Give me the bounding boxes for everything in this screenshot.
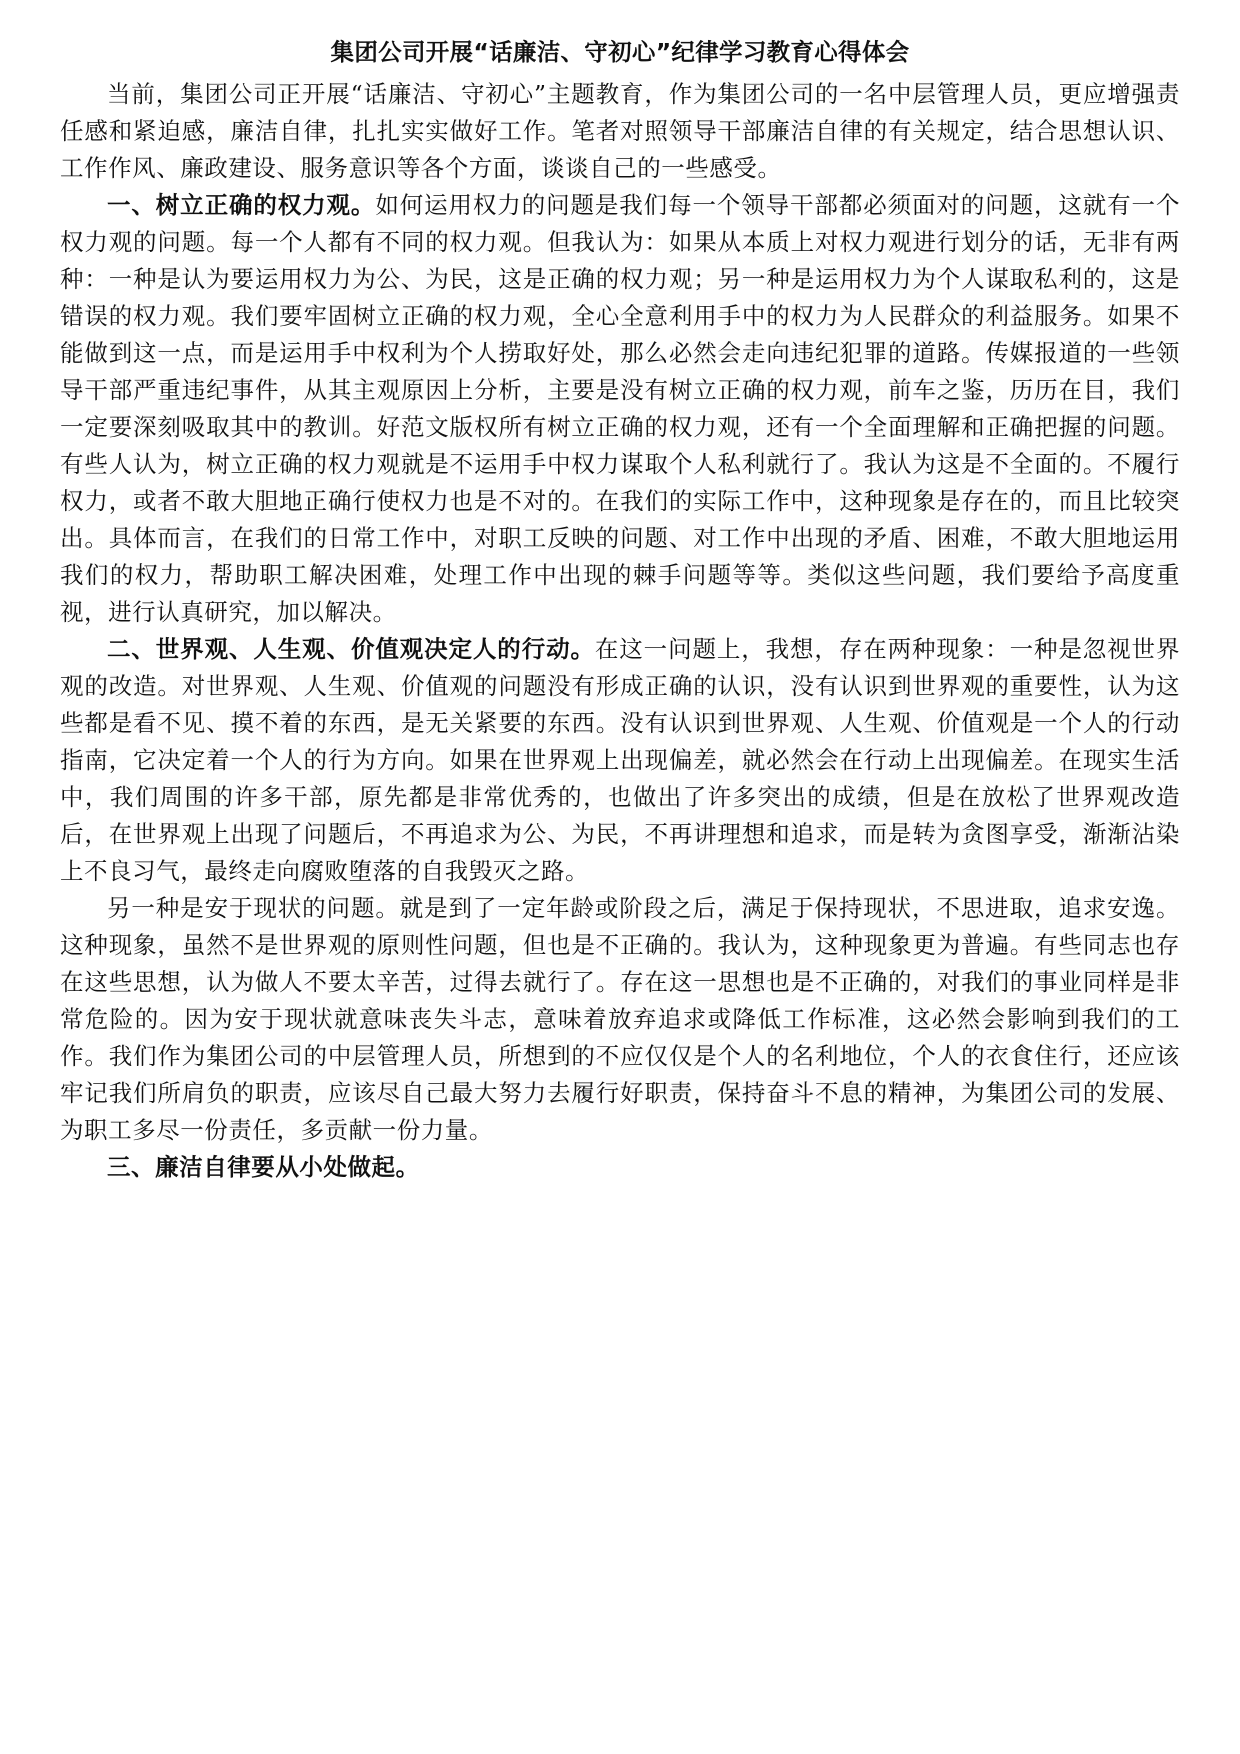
section-3-heading: 三、廉洁自律要从小处做起。: [107, 1153, 420, 1181]
section-3-paragraph: [60, 1149, 1180, 1186]
section-1-heading: 一、树立正确的权力观。: [107, 191, 376, 219]
section-1-paragraph: [60, 187, 1180, 631]
section-2-continuation-paragraph: [60, 890, 1180, 1149]
section-2-body: 在这一问题上，我想，存在两种现象：一种是忽视世界观的改造。对世界观、人生观、价值观的问题没有形成正确的认识，没有认识到世界观的重要性，认为这些都是看不见、摸不着的东西，是无关紧要的东西。没有认识到世界观、人生观、价值观是一个人的行动指南，它决定着一个人的行为方向。如果在世界观上出现偏差，就必然会在行动上出现偏差。在现实生活中，我们周围的许多干部，原先都是非常优秀的，也做出了许多突出的成绩，但是在放松了世界观改造后，在世界观上出现了问题后，不再追求为公、为民，不再讲理想和追求，而是转为贪图享受，渐渐沾染上不良习气，最终走向腐败堕落的自我毁灭之路。: [60, 635, 1181, 885]
document-title: 集团公司开展“话廉洁、守初心”纪律学习教育心得体会: [330, 38, 910, 66]
document-page: [60, 30, 1180, 1186]
section-2-heading: 二、世界观、人生观、价值观决定人的行动。: [107, 635, 595, 663]
section-2-continuation-text: 另一种是安于现状的问题。就是到了一定年龄或阶段之后，满足于保持现状，不思进取，追求安逸。这种现象，虽然不是世界观的原则性问题，但也是不正确的。我认为，这种现象更为普遍。有些同志也存在这些思想，认为做人不要太辛苦，过得去就行了。存在这一思想也是不正确的，对我们的事业同样是非常危险的。因为安于现状就意味丧失斗志，意味着放弃追求或降低工作标准，这必然会影响到我们的工作。我们作为集团公司的中层管理人员，所想到的不应仅仅是个人的名利地位，个人的衣食住行，还应该牢记我们所肩负的职责，应该尽自己最大努力去履行好职责，保持奋斗不息的精神，为集团公司的发展、为职工多尽一份责任，多贡献一份力量。: [60, 894, 1180, 1144]
intro-text: 当前，集团公司正开展“话廉洁、守初心”主题教育，作为集团公司的一名中层管理人员，更应增强责任感和紧迫感，廉洁自律，扎扎实实做好工作。笔者对照领导干部廉洁自律的有关规定，结合思想认识、工作作风、廉政建设、服务意识等各个方面，谈谈自己的一些感受。: [60, 80, 1180, 182]
section-1-body: 如何运用权力的问题是我们每一个领导干部都必须面对的问题，这就有一个权力观的问题。每一个人都有不同的权力观。但我认为：如果从本质上对权力观进行划分的话，无非有两种：一种是认为要运用权力为公、为民，这是正确的权力观；另一种是运用权力为个人谋取私利的，这是错误的权力观。我们要牢固树立正确的权力观，全心全意利用手中的权力为人民群众的利益服务。如果不能做到这一点，而是运用手中权利为个人捞取好处，那么必然会走向违纪犯罪的道路。传媒报道的一些领导干部严重违纪事件，从其主观原因上分析，主要是没有树立正确的权力观，前车之鉴，历历在目，我们一定要深刻吸取其中的教训。好范文版权所有树立正确的权力观，还有一个全面理解和正确把握的问题。有些人认为，树立正确的权力观就是不运用手中权力谋取个人私利就行了。我认为这是不全面的。不履行权力，或者不敢大胆地正确行使权力也是不对的。在我们的实际工作中，这种现象是存在的，而且比较突出。具体而言，在我们的日常工作中，对职工反映的问题、对工作中出现的矛盾、困难，不敢大胆地运用我们的权力，帮助职工解决困难，处理工作中出现的棘手问题等等。类似这些问题，我们要给予高度重视，进行认真研究，加以解决。: [60, 191, 1180, 626]
section-2-paragraph: [60, 631, 1180, 890]
intro-paragraph: [60, 76, 1180, 187]
